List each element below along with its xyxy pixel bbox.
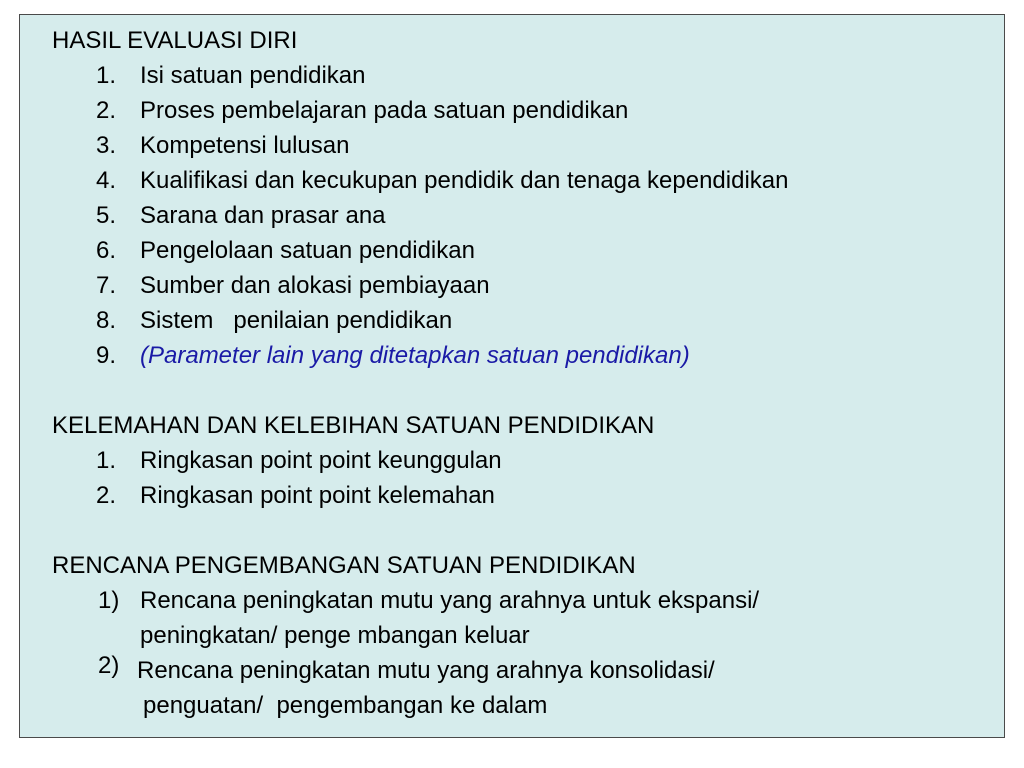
list-item-text: Ringkasan point point keunggulan xyxy=(140,447,502,474)
list-item-text: Pengelolaan satuan pendidikan xyxy=(140,237,475,264)
list-item-text: Sarana dan prasar ana xyxy=(140,202,386,229)
section-title-evaluasi: HASIL EVALUASI DIRI xyxy=(52,27,298,54)
list-item-text-parameter: (Parameter lain yang ditetapkan satuan pendidikan) xyxy=(140,342,690,369)
list-item-number: 6. xyxy=(96,237,117,264)
list-item-number: 3. xyxy=(96,132,117,159)
list-item-text: Isi satuan pendidikan xyxy=(140,62,366,89)
list-item-text: Kompetensi lulusan xyxy=(140,132,350,159)
list-item-number: 8. xyxy=(96,307,117,334)
section-title-rencana: RENCANA PENGEMBANGAN SATUAN PENDIDIKAN xyxy=(52,552,636,579)
list-item-text: Kualifikasi dan kecukupan pendidik dan tenaga kependidikan xyxy=(140,167,789,194)
list-item-number: 4. xyxy=(96,167,117,194)
list-item-number: 2. xyxy=(96,482,117,509)
list-item-text: Proses pembelajaran pada satuan pendidikan xyxy=(140,97,629,124)
list-item-text: Sistem penilaian pendidikan xyxy=(140,307,453,334)
list-item-number: 1. xyxy=(96,447,117,474)
list-item-number: 1. xyxy=(96,62,117,89)
list-item-text: Rencana peningkatan mutu yang arahnya untuk ekspansi/ xyxy=(140,587,760,614)
list-item-number: 2) xyxy=(98,652,120,679)
list-item-number: 1) xyxy=(98,587,120,614)
list-item-text: Sumber dan alokasi pembiayaan xyxy=(140,272,490,299)
list-item-text-continued: penguatan/ pengembangan ke dalam xyxy=(143,692,548,719)
list-item-text: Rencana peningkatan mutu yang arahnya konsolidasi/ xyxy=(137,657,715,684)
list-item-number: 7. xyxy=(96,272,117,299)
list-item-number: 2. xyxy=(96,97,117,124)
list-item-number: 9. xyxy=(96,342,117,369)
section-title-kelemahan: KELEMAHAN DAN KELEBIHAN SATUAN PENDIDIKAN xyxy=(52,412,655,439)
list-item-number: 5. xyxy=(96,202,117,229)
list-item-text-continued: peningkatan/ penge mbangan keluar xyxy=(140,622,530,649)
list-item-text: Ringkasan point point kelemahan xyxy=(140,482,495,509)
